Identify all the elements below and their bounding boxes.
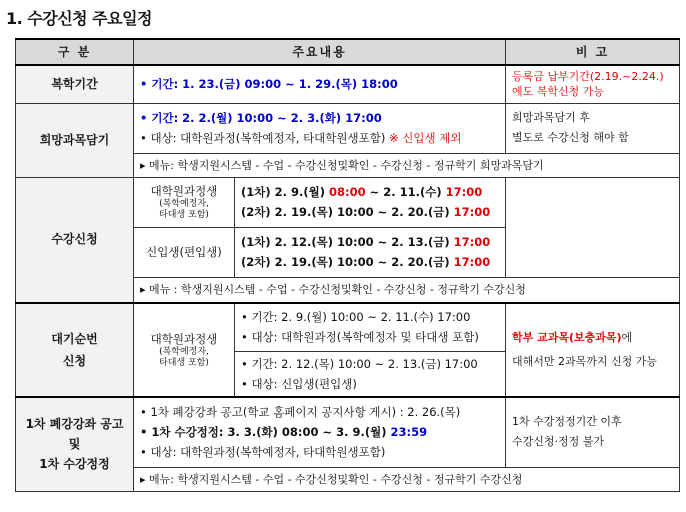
wishlist-menu-path: ▸ 메뉴: 학생지원시스템 - 수업 - 수강신청및확인 - 수강신청 - 정규학기 희망과목담기	[134, 153, 680, 177]
category-registration: 수강신청	[16, 177, 134, 303]
row-registration-grad	[16, 177, 680, 227]
registration-grad-r1-mid: ~ 2. 11.(수)	[369, 185, 442, 199]
row-waitlist-a	[16, 303, 680, 351]
correction-label-line1: 1차 폐강강좌 공고	[25, 417, 124, 432]
registration-grad-r1-start: 08:00	[329, 185, 366, 199]
wishlist-target: • 대상: 대학원과정(복학예정자, 타대학원생포함)	[140, 131, 386, 145]
registration-new-r1-prefix: (1차) 2. 12.(목) 10:00 ~ 2. 13.(금)	[241, 235, 450, 249]
header-content: 주요내용	[134, 39, 506, 65]
waitlist-b-target: • 대상: 신입생(편입생)	[241, 376, 357, 391]
correction-period-prefix: • 1차 수강정정: 3. 3.(화) 08:00 ~ 3. 9.(월)	[140, 425, 387, 440]
correction-label-line3: 1차 수강정정	[39, 457, 110, 472]
correction-period	[140, 422, 499, 442]
correction-target: • 대상: 대학원과정(복학예정자, 타대학원생포함)	[140, 445, 386, 460]
registration-new-r2-prefix: (2차) 2. 19.(목) 10:00 ~ 2. 20.(금)	[241, 255, 450, 269]
return-remark-line2: 에도 복학신청 가능	[512, 85, 605, 99]
header-remark: 비 고	[506, 39, 680, 65]
waitlist-remark-line1	[512, 328, 673, 348]
waitlist-b-period: • 기간: 2. 12.(목) 10:00 ~ 2. 13.(금) 17:00	[241, 356, 478, 371]
page-title: 1. 수강신청 주요일정	[6, 9, 152, 28]
registration-grad-r1-prefix: (1차) 2. 9.(월)	[241, 185, 325, 199]
schedule-table	[15, 38, 680, 492]
row-return-period	[16, 65, 680, 103]
registration-new-r2-end: 17:00	[453, 255, 491, 269]
registration-grad-group	[134, 177, 235, 227]
correction-label-line2: 및	[68, 437, 81, 452]
registration-grad-sub1: (복학예정자,	[159, 199, 209, 209]
waitlist-a-target: • 대상: 대학원과정(복학예정자 및 타대생 포함)	[241, 330, 479, 345]
wishlist-target-note: ※ 신입생 제외	[388, 131, 462, 145]
return-period-remark	[506, 65, 680, 103]
waitlist-group-sub1: (복학예정자,	[159, 347, 209, 357]
registration-grad-dates	[235, 177, 506, 227]
registration-new-round1	[241, 232, 499, 252]
registration-remark-empty	[506, 177, 680, 277]
registration-new-r1-end: 17:00	[453, 235, 491, 249]
category-wishlist: 희망과목담기	[16, 103, 134, 177]
registration-menu-path: ▸ 메뉴 : 학생지원시스템 - 수업 - 수강신청및확인 - 수강신청 - 정규학기 수강신청	[134, 277, 680, 303]
correction-remark	[506, 397, 680, 467]
waitlist-remark-line2: 대해서만 2과목까지 신청 가능	[512, 355, 657, 368]
correction-content	[134, 397, 506, 467]
waitlist-remark	[506, 303, 680, 397]
header-category: 구 분	[16, 39, 134, 65]
wishlist-remark	[506, 103, 680, 153]
waitlist-group	[134, 303, 235, 397]
waitlist-remark-tail: 에	[621, 331, 633, 344]
header-row	[16, 39, 680, 65]
waitlist-remark-red: 학부 교과목(보충과목)	[512, 331, 622, 344]
category-correction	[16, 397, 134, 491]
wishlist-remark-line1: 희망과목담기 후	[512, 111, 590, 124]
registration-grad-round1	[241, 182, 499, 202]
registration-new-dates	[235, 227, 506, 277]
registration-new-label: 신입생(편입생)	[134, 227, 235, 277]
return-remark-line1: 등록금 납부기간(2.19.~2.24.)	[512, 70, 664, 84]
registration-grad-r2-end: 17:00	[453, 205, 491, 219]
category-return-period: 복학기간	[16, 65, 134, 103]
wishlist-target-line	[140, 128, 499, 148]
waitlist-a-period: • 기간: 2. 9.(월) 10:00 ~ 2. 11.(수) 17:00	[241, 310, 471, 325]
row-wishlist	[16, 103, 680, 153]
waitlist-b-content	[235, 351, 506, 397]
correction-remark-line1: 1차 수강정정기간 이후	[512, 415, 622, 429]
wishlist-remark-line2: 별도로 수강신청 해야 함	[512, 131, 629, 144]
waitlist-group-sub2: 타대생 포함)	[159, 358, 209, 368]
waitlist-group-label: 대학원과정생	[150, 332, 218, 346]
waitlist-label-line2: 신청	[62, 354, 87, 368]
correction-menu-path: ▸ 메뉴: 학생지원시스템 - 수업 - 수강신청및확인 - 수강신청 - 정규학기 수강신청	[134, 467, 680, 491]
waitlist-label-line1: 대기순번	[51, 332, 98, 346]
wishlist-period: • 기간: 2. 2.(월) 10:00 ~ 2. 3.(화) 17:00	[140, 111, 382, 125]
correction-notice: • 1차 폐강강좌 공고(학교 홈페이지 공지사항 게시) : 2. 26.(목)	[140, 405, 461, 420]
wishlist-content	[134, 103, 506, 153]
registration-grad-sub2: 타대생 포함)	[159, 210, 209, 220]
registration-grad-round2	[241, 202, 499, 222]
registration-grad-r2-prefix: (2차) 2. 19.(목) 10:00 ~ 2. 20.(금)	[241, 205, 450, 219]
row-correction	[16, 397, 680, 467]
return-period-content	[134, 65, 506, 103]
registration-grad-label: 대학원과정생	[150, 184, 218, 198]
return-period-dates: • 기간: 1. 23.(금) 09:00 ~ 1. 29.(목) 18:00	[140, 76, 398, 91]
waitlist-a-content	[235, 303, 506, 351]
category-waitlist	[16, 303, 134, 397]
correction-remark-line2: 수강신청·정정 불가	[512, 435, 605, 449]
registration-new-round2	[241, 252, 499, 272]
registration-grad-r1-end: 17:00	[445, 185, 483, 199]
correction-period-end: 23:59	[390, 425, 428, 440]
